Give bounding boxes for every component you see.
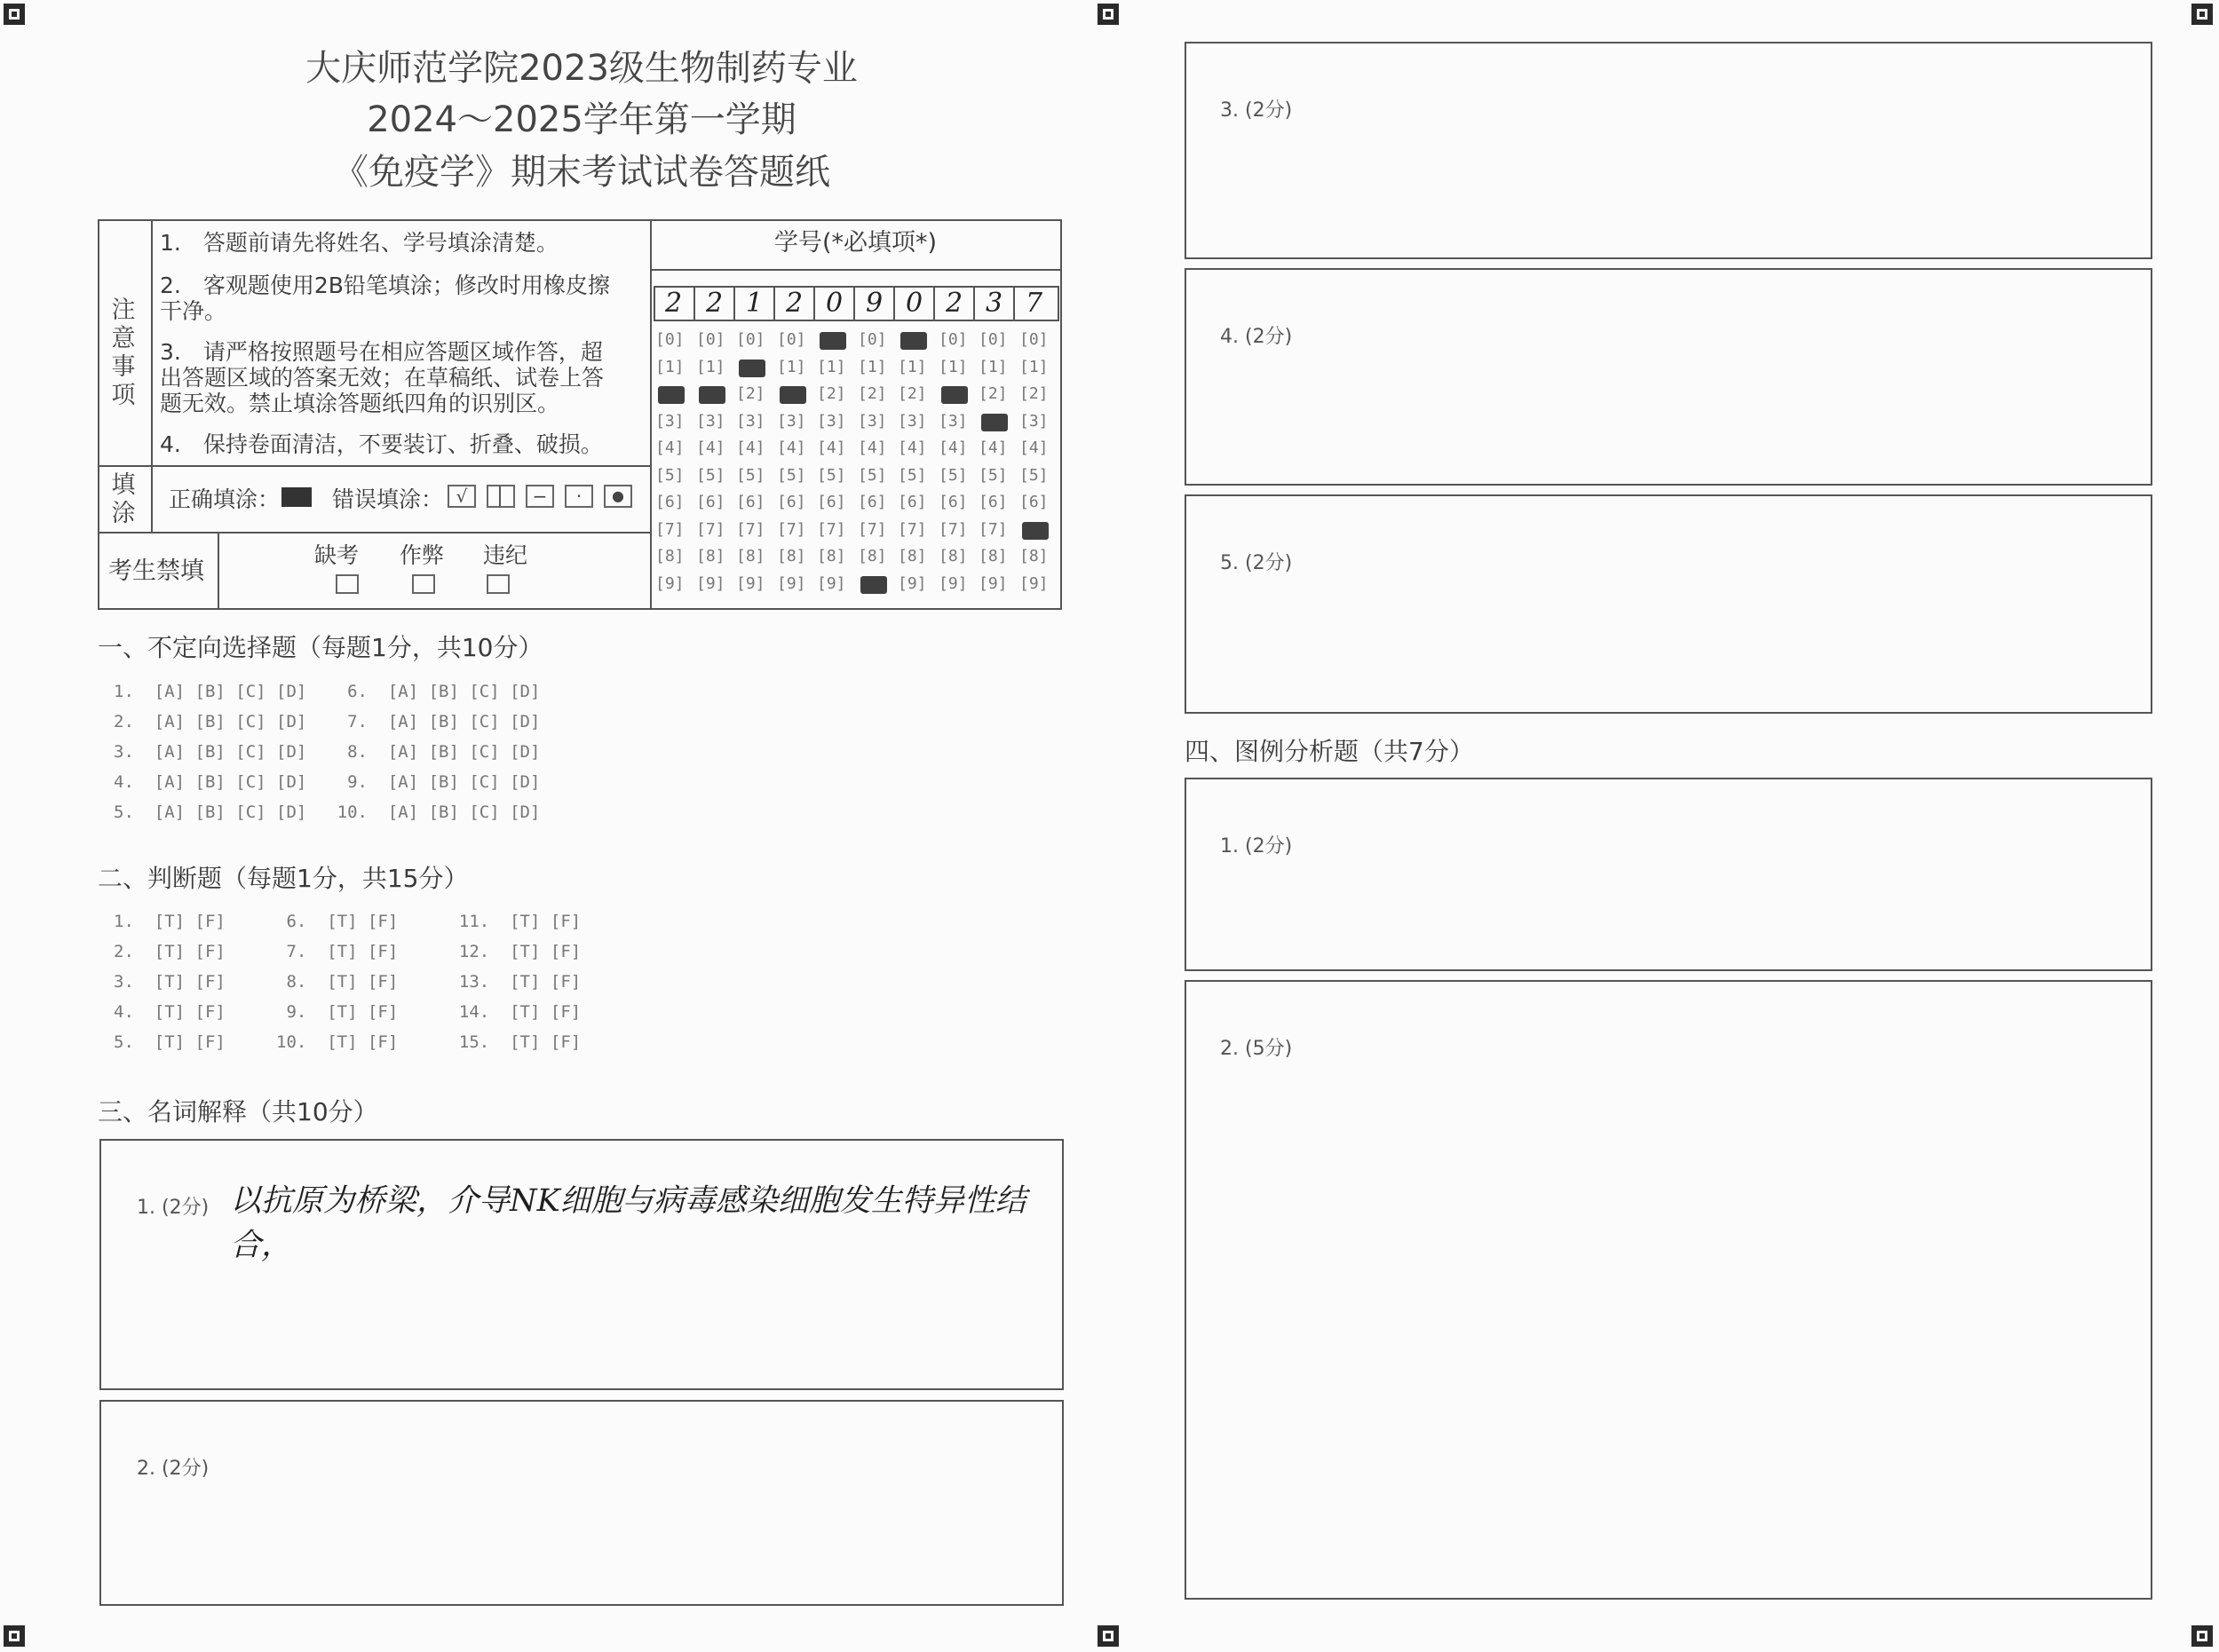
student-id-bubble[interactable]: [4] [858,439,887,457]
choice-row[interactable]: 1. [A] [B] [C] [D] 6. [A] [B] [C] [D] [114,682,541,701]
student-id-bubble[interactable]: [5] [696,466,725,485]
student-id-bubble[interactable]: [0] [858,330,887,349]
student-id-bubble-filled[interactable] [941,386,968,404]
student-id-bubble[interactable]: [3] [898,412,927,431]
section4-title: 四、图例分析题（共7分） [1185,737,1474,766]
fill-row-top-border [99,465,650,467]
right-q5-answer-box[interactable] [1185,494,2152,714]
student-id-digit[interactable]: 7 [1013,288,1053,320]
student-id-bubble[interactable]: [4] [696,439,725,457]
forbid-cheat-label: 作弊 [400,542,445,568]
student-id-bubble[interactable]: [1] [1019,358,1049,376]
section3-q1-answer-box[interactable] [99,1139,1064,1390]
student-id-bubble-filled[interactable] [820,332,846,350]
student-id-bubble[interactable]: [2] [898,384,927,403]
notice-item-4: 4. 保持卷面清洁，不要装订、折叠、破损。 [160,431,603,457]
student-id-bubble[interactable]: [5] [979,466,1008,485]
student-id-bubble[interactable]: [4] [1019,439,1049,457]
student-id-bubble-filled[interactable] [1022,522,1049,540]
student-id-bubble[interactable]: [4] [979,439,1008,457]
notice-label: 注意事项 [111,296,136,409]
student-id-digit[interactable]: 2 [773,288,813,320]
student-id-bubble[interactable]: [0] [939,330,968,349]
right-q3-answer-box[interactable] [1185,42,2152,259]
wrong-fill-mark-2-line [499,486,501,506]
student-id-bubble[interactable]: [6] [898,493,927,511]
student-id-bubble[interactable]: [1] [898,358,927,376]
judge-row[interactable]: 5. [T] [F] 10. [T] [F] 15. [T] [F] [114,1032,582,1052]
student-id-bubble[interactable]: [0] [1019,330,1049,349]
student-id-bubble[interactable]: [9] [817,574,846,593]
notice-item-1: 1. 答题前请先将姓名、学号填涂清楚。 [160,230,559,256]
student-id-bubble[interactable]: [2] [736,384,765,403]
wrong-fill-mark-3: − [526,485,554,508]
student-id-bubble[interactable]: [3] [939,412,968,431]
student-id-digit[interactable]: 0 [813,288,853,320]
section3-q1-handwritten-answer: 以抗原为桥梁，介导NK细胞与病毒感染细胞发生特异性结合， [230,1183,1026,1263]
student-id-bubble-filled[interactable] [739,360,765,377]
student-id-bubble[interactable]: [7] [858,520,887,539]
forbid-cheat-checkbox[interactable] [412,574,435,594]
student-id-bubble[interactable]: [6] [736,493,765,511]
student-id-bubble[interactable]: [5] [898,466,927,485]
student-id-header-border [650,269,1060,271]
forbid-absent-label: 缺考 [314,542,360,568]
student-id-bubble[interactable]: [3] [858,412,887,431]
student-id-bubble[interactable]: [8] [858,547,887,565]
student-id-bubble[interactable]: [7] [898,520,927,539]
student-id-bubble[interactable]: [7] [696,520,725,539]
forbid-absent-checkbox[interactable] [336,574,359,594]
corner-mark-bottom-middle [1098,1625,1119,1647]
student-id-bubble[interactable]: [6] [858,493,887,511]
judge-row[interactable]: 3. [T] [F] 8. [T] [F] 13. [T] [F] [114,972,582,992]
section2-title: 二、判断题（每题1分，共15分） [98,864,469,893]
wrong-fill-mark-2 [487,485,515,508]
student-id-bubble[interactable]: [8] [655,547,685,565]
forbid-discipline-checkbox[interactable] [487,574,510,594]
right-q4-answer-box[interactable] [1185,268,2152,486]
student-id-bubble-filled[interactable] [780,386,806,404]
student-id-digit[interactable]: 3 [973,288,1013,320]
student-id-bubble-filled[interactable] [981,414,1008,431]
student-id-bubble[interactable]: [7] [817,520,846,539]
corner-mark-bottom-left [4,1625,25,1647]
student-id-digit[interactable]: 2 [664,288,683,319]
student-id-bubble[interactable]: [6] [655,493,685,511]
section4-q1-label: 1. (2分) [1220,835,1293,858]
student-id-bubble[interactable]: [6] [1019,493,1049,511]
student-id-bubble[interactable]: [5] [858,466,887,485]
student-id-bubble[interactable]: [1] [939,358,968,376]
student-id-bubble[interactable]: [6] [939,493,968,511]
forbid-label-divider [218,532,219,608]
judge-row[interactable]: 4. [T] [F] 9. [T] [F] 14. [T] [F] [114,1002,582,1022]
student-id-bubble[interactable]: [9] [736,574,765,593]
student-id-bubble[interactable]: [9] [696,574,725,593]
student-id-bubble[interactable]: [0] [696,330,725,349]
choice-row[interactable]: 3. [A] [B] [C] [D] 8. [A] [B] [C] [D] [114,742,541,762]
student-id-bubble[interactable]: [5] [736,466,765,485]
student-id-bubble[interactable]: [5] [939,466,968,485]
student-id-bubble[interactable]: [6] [696,493,725,511]
forbid-discipline-label: 违纪 [483,542,528,568]
student-id-bubble[interactable]: [9] [939,574,968,593]
student-id-bubble[interactable]: [1] [858,358,887,376]
wrong-fill-mark-4: · [565,485,593,508]
student-id-bubble[interactable]: [3] [777,412,806,431]
student-id-bubble-filled[interactable] [699,386,725,404]
student-id-bubble[interactable]: [4] [817,439,846,457]
choice-row[interactable]: 5. [A] [B] [C] [D] 10. [A] [B] [C] [D] [114,802,541,822]
notice-item-3: 3. 请严格按照题号在相应答题区域作答，超出答题区域的答案无效；在草稿纸、试卷上答题无效。禁止填涂答题纸四角的识别区。 [160,339,605,416]
student-id-digit[interactable]: 2 [933,288,973,320]
student-id-bubble[interactable]: [0] [777,330,806,349]
student-id-bubble[interactable]: [5] [655,466,685,485]
student-id-bubble[interactable]: [3] [817,412,846,431]
section1-title: 一、不定向选择题（每题1分，共10分） [98,633,543,662]
student-id-bubble[interactable]: [8] [939,547,968,565]
student-id-bubble-filled[interactable] [860,576,887,594]
student-id-bubble[interactable]: [8] [1019,547,1049,565]
student-id-bubble[interactable]: [1] [777,358,806,376]
judge-row[interactable]: 2. [T] [F] 7. [T] [F] 12. [T] [F] [114,942,582,961]
section3-title: 三、名词解释（共10分） [98,1097,378,1126]
student-id-bubble[interactable]: [3] [655,412,685,431]
choice-row[interactable]: 2. [A] [B] [C] [D] 7. [A] [B] [C] [D] [114,712,541,731]
correct-fill-label: 正确填涂： [169,486,281,512]
fill-label-divider [151,465,153,532]
student-id-bubble[interactable]: [9] [898,574,927,593]
student-id-bubble[interactable]: [1] [817,358,846,376]
student-id-bubble[interactable]: [2] [979,384,1008,403]
student-id-bubble[interactable]: [8] [777,547,806,565]
student-id-bubble[interactable]: [7] [655,520,685,539]
info-divider [650,221,652,608]
fill-label: 填涂 [111,471,136,527]
right-q5-label: 5. (2分) [1220,552,1293,574]
student-id-digit[interactable]: 2 [693,288,733,320]
student-id-bubble[interactable]: [7] [979,520,1008,539]
forbid-row-top-border [99,532,650,534]
student-id-bubble[interactable]: [0] [979,330,1008,349]
student-id-bubble[interactable]: [7] [736,520,765,539]
student-id-bubble[interactable]: [8] [817,547,846,565]
judge-row[interactable]: 1. [T] [F] 6. [T] [F] 11. [T] [F] [114,912,582,931]
student-id-bubble[interactable]: [2] [1019,384,1049,403]
student-id-bubble[interactable]: [4] [655,439,685,457]
right-q3-label: 3. (2分) [1220,99,1293,122]
corner-mark-bottom-right [2191,1625,2213,1647]
student-id-digit[interactable]: 0 [893,288,933,320]
student-id-bubble[interactable]: [4] [777,439,806,457]
student-id-bubble[interactable]: [8] [898,547,927,565]
student-id-bubble-filled[interactable] [658,386,685,404]
student-id-bubble[interactable]: [7] [777,520,806,539]
student-id-bubble[interactable]: [1] [979,358,1008,376]
student-id-bubble[interactable]: [1] [655,358,685,376]
student-id-bubble[interactable]: [4] [939,439,968,457]
section3-q1-label: 1. (2分) [137,1197,210,1219]
section4-q1-answer-box[interactable] [1185,778,2152,971]
corner-mark-top-middle [1098,4,1119,25]
section3-q2-label: 2. (2分) [137,1458,210,1480]
student-id-bubble[interactable]: [4] [736,439,765,457]
header-school-line: 大庆师范学院2023级生物制药专业 [305,48,858,89]
student-id-bubble[interactable]: [5] [1019,466,1049,485]
student-id-bubble[interactable]: [9] [1019,574,1049,593]
right-q4-label: 4. (2分) [1220,326,1293,348]
student-id-bubble[interactable]: [7] [939,520,968,539]
header-exam-line: 《免疫学》期末考试试卷答题纸 [333,152,830,193]
notice-item-2: 2. 客观题使用2B铅笔填涂；修改时用橡皮擦干净。 [160,273,610,324]
student-id-bubble[interactable]: [3] [696,412,725,431]
student-id-bubble-filled[interactable] [900,332,927,350]
student-id-label: 学号(*必填项*) [774,229,938,257]
student-id-bubble[interactable]: [3] [736,412,765,431]
student-id-bubble[interactable]: [3] [1019,412,1049,431]
student-id-bubble[interactable]: [6] [777,493,806,511]
student-id-bubble[interactable]: [6] [817,493,846,511]
forbid-label: 考生禁填 [108,557,204,585]
corner-mark-top-left [4,4,25,25]
student-id-bubble[interactable]: [5] [777,466,806,485]
student-id-digit[interactable]: 9 [853,288,893,320]
student-id-bubble[interactable]: [8] [979,547,1008,565]
student-id-bubble[interactable]: [4] [898,439,927,457]
section4-q2-label: 2. (5分) [1220,1038,1293,1060]
wrong-fill-mark-5: ● [604,485,632,508]
student-id-bubble[interactable]: [2] [858,384,887,403]
student-id-bubble[interactable]: [2] [817,384,846,403]
student-id-bubble[interactable]: [6] [979,493,1008,511]
student-id-bubble[interactable]: [9] [655,574,685,593]
student-id-bubble[interactable]: [5] [817,466,846,485]
student-id-bubble[interactable]: [0] [736,330,765,349]
student-id-bubble[interactable]: [9] [979,574,1008,593]
correct-fill-example [281,487,312,507]
wrong-fill-mark-1: √ [448,485,476,508]
wrong-fill-label: 错误填涂： [332,486,444,512]
student-id-digit[interactable]: 1 [733,288,773,320]
section3-q2-answer-box[interactable] [99,1400,1064,1606]
header-term-line: 2024～2025学年第一学期 [367,99,796,140]
student-id-bubble[interactable]: [1] [696,358,725,376]
student-id-bubble[interactable]: [0] [655,330,685,349]
corner-mark-top-right [2191,4,2213,25]
choice-row[interactable]: 4. [A] [B] [C] [D] 9. [A] [B] [C] [D] [114,772,541,792]
student-id-bubble[interactable]: [9] [777,574,806,593]
student-id-bubble[interactable]: [8] [696,547,725,565]
notice-label-divider [151,221,153,465]
student-id-bubble[interactable]: [8] [736,547,765,565]
section4-q2-answer-box[interactable] [1185,980,2152,1600]
